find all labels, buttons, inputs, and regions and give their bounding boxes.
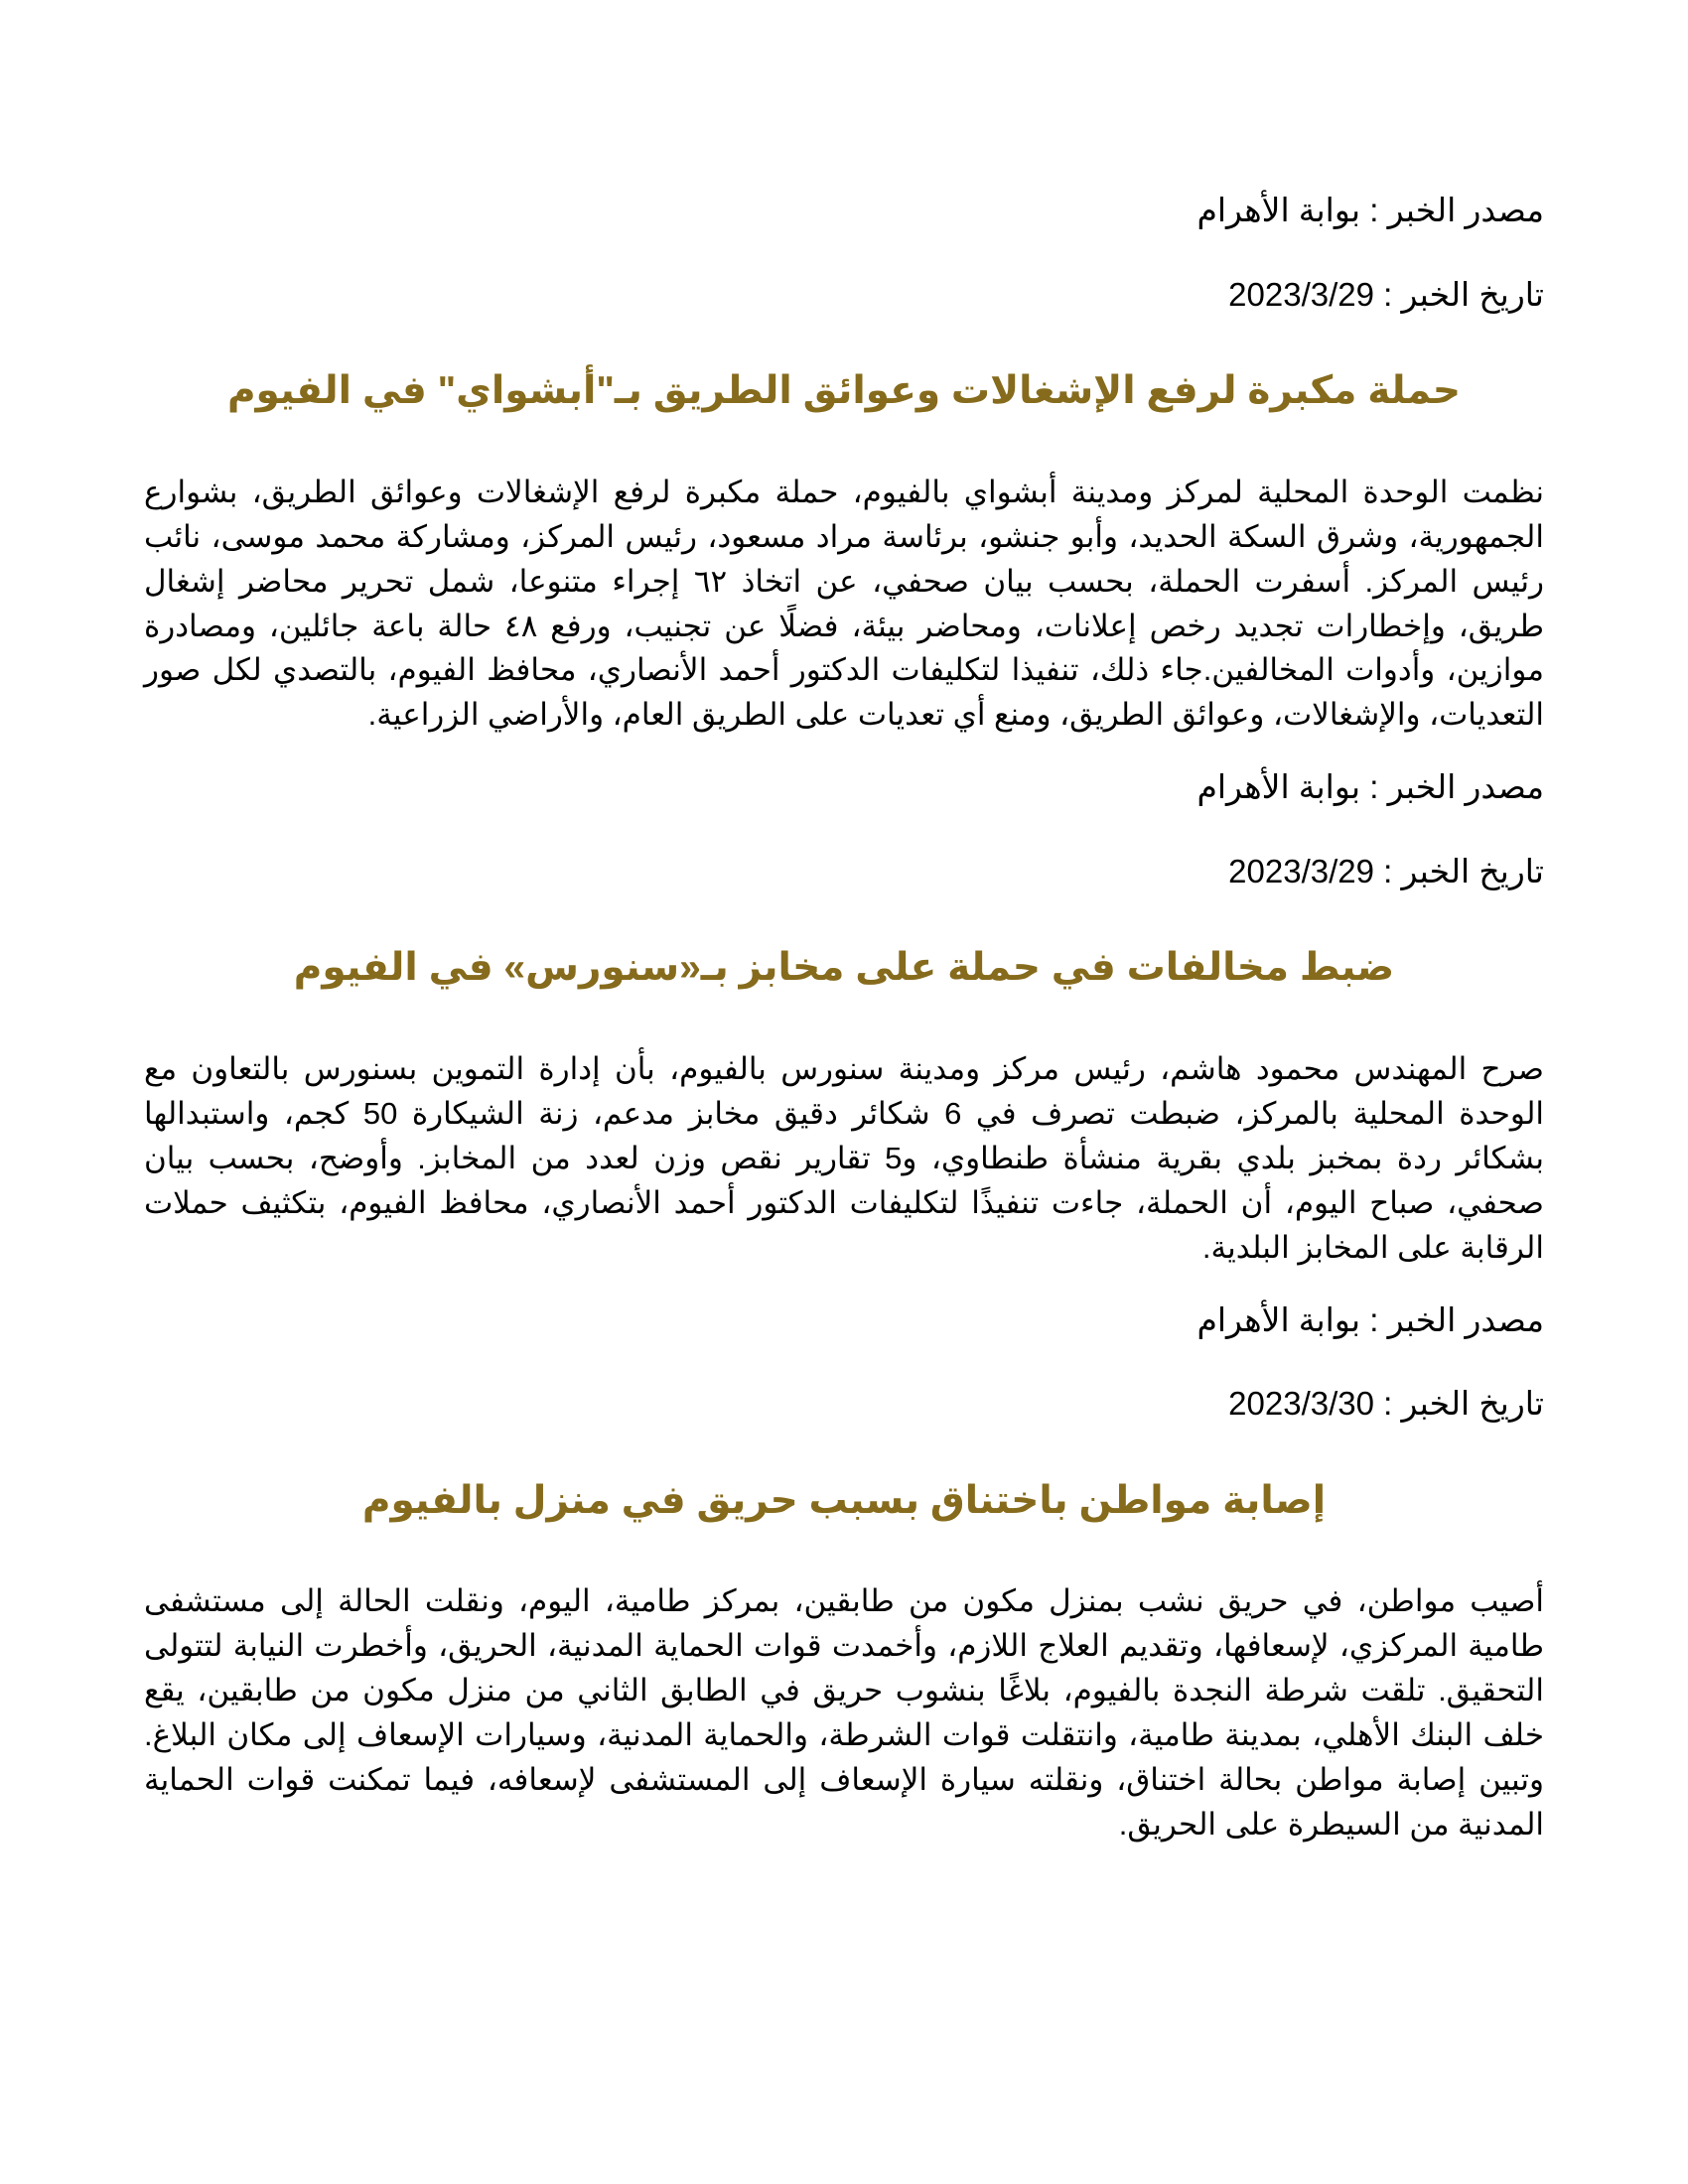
meta-block [144,189,1544,317]
article-title: إصابة مواطن باختناق بسبب حريق في منزل بالفيوم [361,1478,1327,1522]
news-date: تاريخ الخبر : 2023/3/29 [1228,852,1544,889]
news-source: مصدر الخبر : بوابة الأهرام [1196,1300,1544,1338]
article-body: أصيب مواطن، في حريق نشب بمنزل مكون من طابقين، بمركز طامية، اليوم، ونقلت الحالة إلى مستشفى طامية المركزي، لإسعافها، وتقديم العلاج اللازم، وأخمدت قوات الحماية المدنية، الحريق، وأخطرت النيابة لتتولى التحقيق. تلقت شرطة النجدة بالفيوم، بلاغًا بنشوب حريق في الطابق الثاني من منزل مكون من طابقين، يقع خلف البنك الأهلي، بمدينة طامية، وانتقلت قوات الشرطة، والحماية المدنية، وسيارات الإسعاف إلى مكان البلاغ. وتبين إصابة مواطن بحالة اختناق، ونقلته سيارة الإسعاف إلى المستشفى لإسعافه، فيما تمكنت قوات الحماية المدنية من السيطرة على الحريق. [144,1583,1544,1843]
news-date: تاريخ الخبر : 2023/3/30 [1228,1385,1544,1423]
news-date: تاريخ الخبر : 2023/3/29 [1228,275,1544,313]
meta-block [144,765,1544,893]
news-source: مصدر الخبر : بوابة الأهرام [1196,192,1544,228]
news-source: مصدر الخبر : بوابة الأهرام [1196,768,1544,806]
meta-block [144,1298,1544,1427]
article-title: ضبط مخالفات في حملة على مخابز بـ«سنورس» في الفيوم [293,946,1395,990]
article-body: صرح المهندس محمود هاشم، رئيس مركز ومدينة سنورس بالفيوم، بأن إدارة التموين بسنورس بالتعاون مع الوحدة المحلية بالمركز، ضبطت تصرف في 6 شكائر دقيق مخابز مدعم، زنة الشيكارة 50 كجم، واستبدالها بشكائر ردة بمخبز بلدي بقرية منشأة طنطاوي، و5 تقارير نقص وزن لعدد من المخابز. وأوضح، بحسب بيان صحفي، صباح اليوم، أن الحملة، جاءت تنفيذًا لتكليفات الدكتور أحمد الأنصاري، محافظ الفيوم، بتكثيف حملات الرقابة على المخابز البلدية. [144,1051,1544,1265]
article-body: نظمت الوحدة المحلية لمركز ومدينة أبشواي بالفيوم، حملة مكبرة لرفع الإشغالات وعوائق الطريق، بشوارع الجمهورية، وشرق السكة الحديد، وأبو جنشو، برئاسة مراد مسعود، رئيس المركز، ومشاركة محمد موسى، نائب رئيس المركز. أسفرت الحملة، بحسب بيان صحفي، عن اتخاذ ٦٢ إجراء متنوعا، شمل تحرير محاضر إشغال طريق، وإخطارات تجديد رخص إعلانات، ومحاضر بيئة، فضلًا عن تجنيب، ورفع ٤٨ حالة باعة جائلين، ومصادرة موازين، وأدوات المخالفين.جاء ذلك، تنفيذا لتكليفات الدكتور أحمد الأنصاري، محافظ الفيوم، بالتصدي لكل صور التعديات، والإشغالات، وعوائق الطريق، ومنع أي تعديات على الطريق العام، والأراضي الزراعية. [144,474,1545,733]
article-title: حملة مكبرة لرفع الإشغالات وعوائق الطريق بـ"أبشواي" في الفيوم [226,369,1462,413]
